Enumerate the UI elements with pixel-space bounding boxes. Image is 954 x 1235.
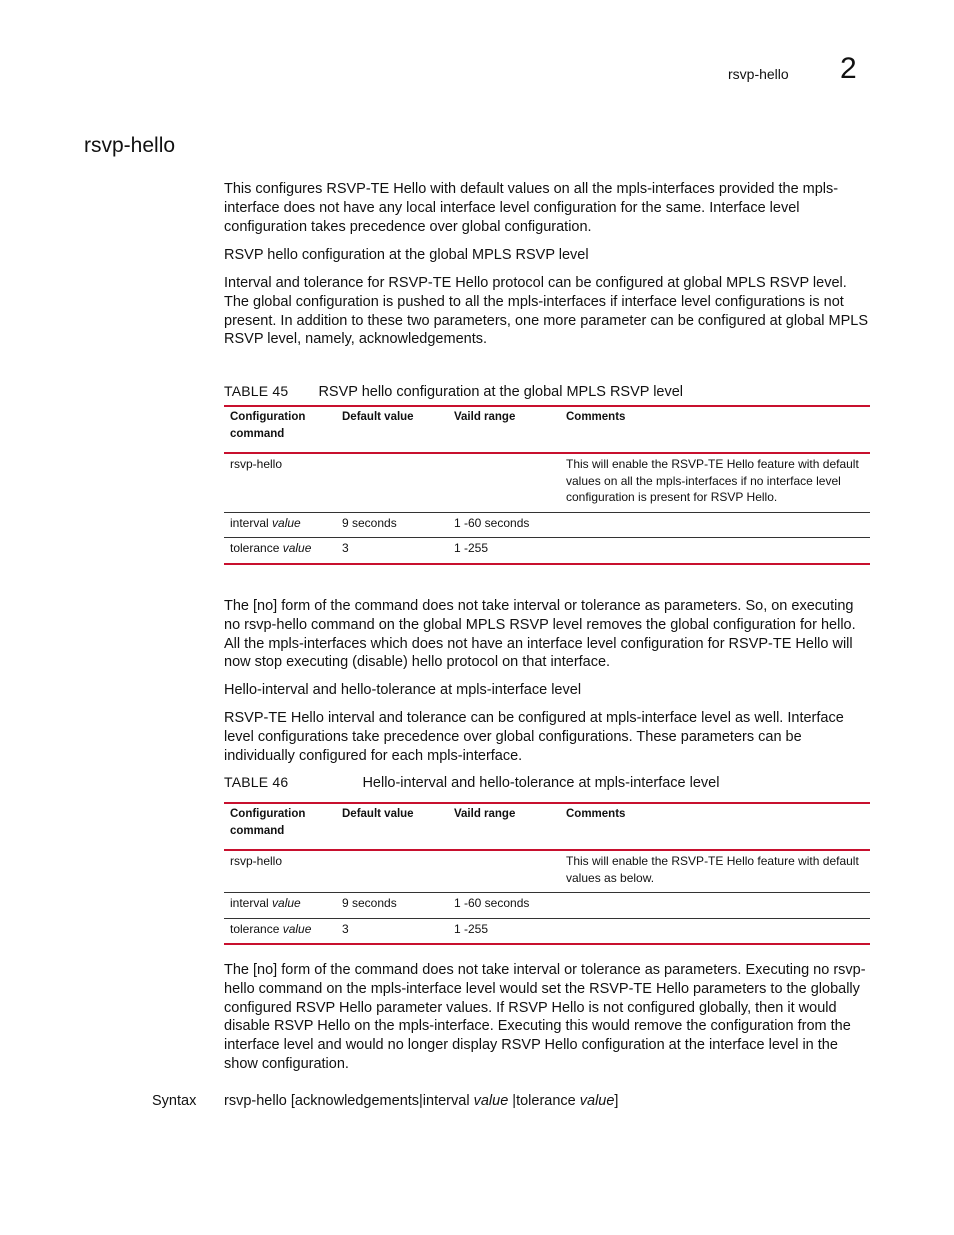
table46-label: TABLE 46 (224, 774, 289, 790)
table-header-row (224, 406, 870, 453)
interface-level-paragraph: RSVP-TE Hello interval and tolerance can be configured at mpls-interface level as well. Interface level configurations take precedence over global configurations. These parameters can be individually configured for each mpls-interface. (224, 710, 844, 764)
table-cell-comment: This will enable the RSVP-TE Hello feature with default values on all the mpls-interfaces if no interface level configuration is present for RSVP Hello. (560, 453, 870, 512)
table-cell-command: interval value (224, 512, 336, 538)
table-cell-range: 1 -60 seconds (448, 893, 560, 919)
table-row (224, 512, 870, 538)
table-header-cell: Default value (336, 803, 448, 850)
global-level-paragraph: Interval and tolerance for RSVP-TE Hello protocol can be configured at global MPLS RSVP level. The global configuration is pushed to all the mpls-interfaces if interface level configurations is not present. In addition to these two parameters, one more parameter can be configured at global MPLS RSVP level, namely, acknowledgements. (224, 275, 869, 348)
table-cell-default: 9 seconds (336, 893, 448, 919)
intro-paragraph: This configures RSVP-TE Hello with default values on all the mpls-interfaces provided the mpls-interface does not have any local interface level configuration for the same. Interface level configuration takes precedence over global configuration. (224, 181, 839, 235)
table-cell-default: 3 (336, 918, 448, 944)
table-header-cell: Comments (560, 406, 870, 453)
table-header-cell: Configuration command (224, 406, 336, 453)
table46-title: Hello-interval and hello-tolerance at mpls-interface level (362, 775, 720, 791)
table45-caption (224, 383, 683, 400)
table-row (224, 538, 870, 564)
syntax-label: Syntax (152, 1093, 197, 1109)
table-header-cell: Comments (560, 803, 870, 850)
table-cell-default: 3 (336, 538, 448, 564)
running-header-title: rsvp-hello (728, 66, 789, 82)
table-cell-default: 9 seconds (336, 512, 448, 538)
table-row (224, 893, 870, 919)
table-header-cell: Vaild range (448, 803, 560, 850)
table-cell-comment (560, 538, 870, 564)
table-header-cell: Configuration command (224, 803, 336, 850)
table-cell-range: 1 -60 seconds (448, 512, 560, 538)
table-row (224, 453, 870, 512)
table-header-cell: Default value (336, 406, 448, 453)
syntax-command: rsvp-hello [acknowledgements|interval value |tolerance value] (224, 1093, 619, 1109)
table45-label: TABLE 45 (224, 383, 289, 399)
table-cell-range: 1 -255 (448, 538, 560, 564)
interface-level-subheading: Hello-interval and hello-tolerance at mpls-interface level (224, 682, 582, 698)
table-header-row (224, 803, 870, 850)
table-header-cell: Vaild range (448, 406, 560, 453)
table-cell-command: tolerance value (224, 538, 336, 564)
chapter-number: 2 (840, 52, 857, 85)
table-cell-default (336, 850, 448, 893)
table-cell-command: tolerance value (224, 918, 336, 944)
table-cell-command: interval value (224, 893, 336, 919)
table-cell-command: rsvp-hello (224, 453, 336, 512)
no-form-global-paragraph: The [no] form of the command does not take interval or tolerance as parameters. So, on executing no rsvp-hello command on the global MPLS RSVP level removes the global configuration for hello. All the mpls-interfaces which does not have an interface level configuration for RSVP-TE Hello will now stop executing (disable) hello protocol on that interface. (224, 598, 856, 671)
table-cell-range: 1 -255 (448, 918, 560, 944)
table45-title: RSVP hello configuration at the global MPLS RSVP level (318, 384, 684, 400)
table-cell-range (448, 850, 560, 893)
table-cell-comment: This will enable the RSVP-TE Hello feature with default values as below. (560, 850, 870, 893)
table-cell-command: rsvp-hello (224, 850, 336, 893)
table46-caption (224, 774, 719, 791)
section-title: rsvp-hello (84, 134, 176, 157)
table-row (224, 918, 870, 944)
table-cell-comment (560, 512, 870, 538)
table-cell-default (336, 453, 448, 512)
no-form-interface-paragraph: The [no] form of the command does not take interval or tolerance as parameters. Executing no rsvp-hello command on the mpls-interface level would set the RSVP-TE Hello parameters to the globally configured RSVP Hello parameter values. If RSVP Hello is not configured globally, then it would disable RSVP Hello on the mpls-interface. Executing this would remove the configuration from the interface level and would no longer display RSVP Hello configuration at the interface level in the show configuration. (224, 962, 866, 1072)
table-cell-comment (560, 893, 870, 919)
table46 (224, 802, 870, 945)
table-cell-range (448, 453, 560, 512)
table45 (224, 405, 870, 565)
table-cell-comment (560, 918, 870, 944)
table-row (224, 850, 870, 893)
global-level-subheading: RSVP hello configuration at the global MPLS RSVP level (224, 247, 589, 263)
